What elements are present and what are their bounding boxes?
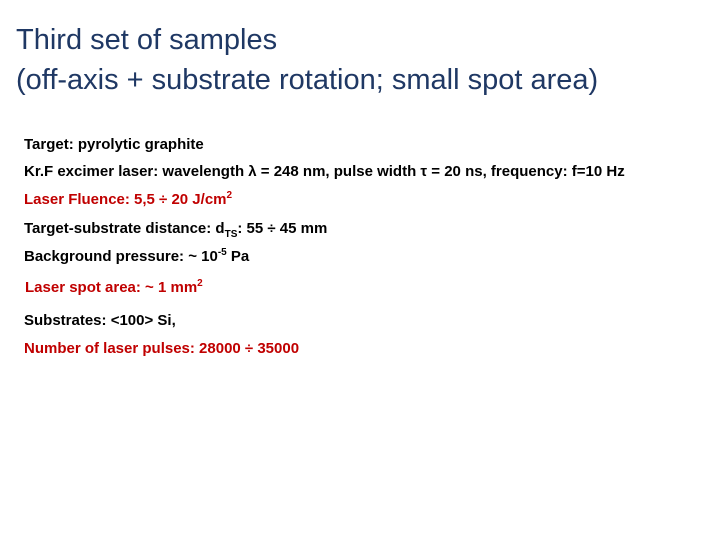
pressure-suffix: Pa <box>226 248 250 265</box>
distance-suffix: : 55 ÷ 45 mm <box>237 220 328 237</box>
laser-line-prefix: Kr.F excimer laser: wavelength <box>24 163 249 180</box>
laser-line <box>24 162 625 182</box>
fluence-line <box>24 190 232 210</box>
slide-title-line-2: (off-axis + substrate rotation; small spot area) <box>16 64 599 96</box>
distance-prefix: Target-substrate distance: d <box>24 220 225 237</box>
substrates-line: Substrates: <100> Si, <box>24 312 176 329</box>
pressure-prefix: Background pressure: ~ 10 <box>24 248 218 265</box>
lambda-symbol: λ <box>248 163 257 180</box>
slide-title <box>16 20 598 100</box>
spot-area-line <box>25 278 203 298</box>
slide-title-line-1: Third set of samples <box>16 24 278 56</box>
distance-line <box>24 219 327 239</box>
target-line: Target: pyrolytic graphite <box>24 136 204 153</box>
spot-area-superscript: 2 <box>197 278 203 289</box>
pulses-line: Number of laser pulses: 28000 ÷ 35000 <box>24 340 300 357</box>
spot-area-text: Laser spot area: ~ 1 mm <box>25 279 198 296</box>
pressure-superscript: -5 <box>217 247 227 258</box>
pressure-line <box>24 247 249 267</box>
distance-subscript: TS <box>224 229 238 240</box>
tau-symbol: τ <box>420 163 428 180</box>
fluence-text: Laser Fluence: 5,5 ÷ 20 J/cm <box>24 191 227 208</box>
fluence-superscript: 2 <box>226 190 233 201</box>
laser-line-mid: = 248 nm, pulse width <box>256 163 421 180</box>
laser-line-suffix: = 20 ns, frequency: f=10 Hz <box>427 163 625 180</box>
